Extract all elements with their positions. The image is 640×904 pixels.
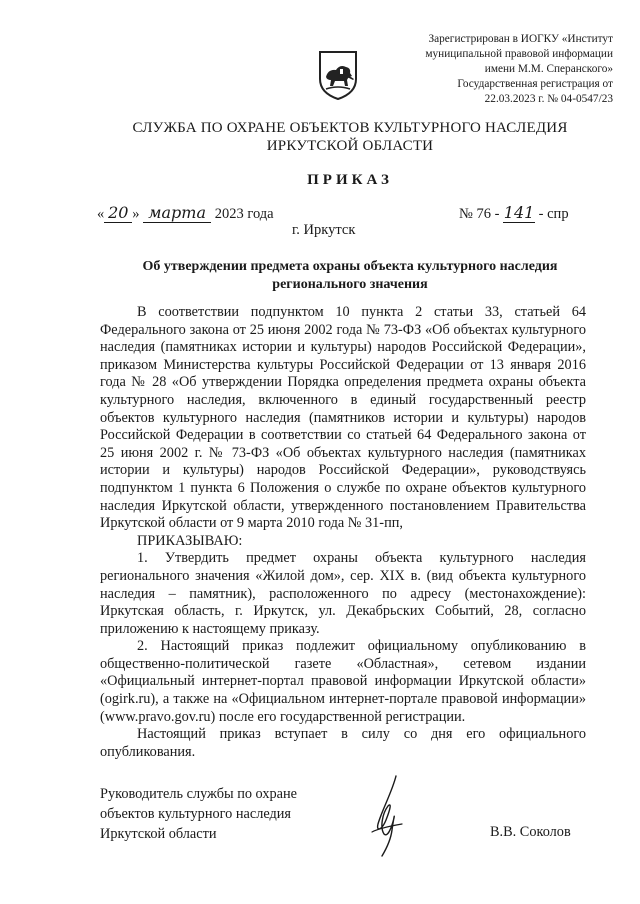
order-subject xyxy=(100,258,600,294)
handwritten-date-month: марта xyxy=(143,203,211,223)
signatory-title-line2: объектов культурного наследия xyxy=(100,806,291,822)
org-name-line2: ИРКУТСКОЙ ОБЛАСТИ xyxy=(266,138,434,154)
document-type-heading: ПРИКАЗ xyxy=(307,172,393,188)
subject-line1: Об утверждении предмета охраны объекта культурного наследия xyxy=(142,259,558,274)
order-word: ПРИКАЗЫВАЮ: xyxy=(137,532,243,549)
registration-line: муниципальной правовой информации xyxy=(425,48,613,60)
handwritten-signature-icon xyxy=(352,772,422,860)
registration-line: Государственная регистрация от xyxy=(457,78,613,90)
preamble-paragraph: В соответствии подпунктом 10 пункта 2 статьи 33, статьей 64 Федерального закона от 25 июня 2002 года № 73-ФЗ «Об объектах культурного наследия (памятниках истории и культуры) народов Российской Федерации», приказом Министерства культуры Российской Федерации от 13 января 2016 года № 28 «Об утверждении Порядка определения предмета охраны объекта культурного наследия, включенного в единый государственный реестр объектов культурного наследия (памятников истории и культуры) народов Российской Федерации в соответствии со статьей 64 Федерального закона от 25 июня 2002 г. № 73-ФЗ «Об объектах культурного наследия (памятниках истории и культуры) народов Российской Федерации», руководствуясь подпунктом 1 пункта 6 Положения о службе по охране объектов культурного наследия Иркутской области, утвержденного постановлением Правительства Иркутской области от 9 марта 2010 года № 31-пп, xyxy=(100,304,586,532)
order-number xyxy=(459,203,569,223)
order-body xyxy=(100,304,586,761)
registration-stamp xyxy=(405,32,613,107)
order-item-2: 2. Настоящий приказ подлежит официальному опубликованию в общественно-политической газете «Областная», сетевом издании «Официальный интернет-портал правовой информации Иркутской области» (ogirk.ru), а также на «Официальном интернет-портале правовой информации» (www.pravo.gov.ru) после его государственной регистрации. xyxy=(100,638,586,725)
org-name-line1: СЛУЖБА ПО ОХРАНЕ ОБЪЕКТОВ КУЛЬТУРНОГО НАСЛЕДИЯ xyxy=(132,120,568,136)
registration-line: 22.03.2023 г. № 04-0547/23 xyxy=(484,93,613,105)
number-suffix: - спр xyxy=(538,206,569,222)
coat-of-arms-icon xyxy=(317,49,359,101)
signatory-title xyxy=(100,784,297,844)
order-date xyxy=(97,203,274,223)
handwritten-number: 141 xyxy=(503,203,535,222)
handwritten-date-day: 20 xyxy=(104,203,132,223)
subject-line2: регионального значения xyxy=(272,277,428,292)
signatory-title-line1: Руководитель службы по охране xyxy=(100,786,297,802)
number-prefix: № 76 - xyxy=(459,206,500,222)
registration-line: имени М.М. Сперанского» xyxy=(484,63,613,75)
registration-line: Зарегистрирован в ИОГКУ «Институт xyxy=(428,33,613,45)
signatory-name: В.В. Соколов xyxy=(490,824,571,840)
city: г. Иркутск xyxy=(292,222,356,238)
date-year: 2023 года xyxy=(214,206,274,222)
order-item-1: 1. Утвердить предмет охраны объекта культурного наследия регионального значения «Жилой дом», сер. XIX в. (вид объекта культурного наследия – памятник), расположенного по адресу (местонахождение): Иркутская область, г. Иркутск, ул. Декабрьских Событий, 28, согласно приложению к настоящему приказу. xyxy=(100,550,586,637)
date-quote-open: « xyxy=(97,206,105,222)
closing-paragraph: Настоящий приказ вступает в силу со дня его официального опубликования. xyxy=(100,726,586,760)
signatory-title-line3: Иркутской области xyxy=(100,826,217,842)
date-quote-close: » xyxy=(132,206,140,222)
